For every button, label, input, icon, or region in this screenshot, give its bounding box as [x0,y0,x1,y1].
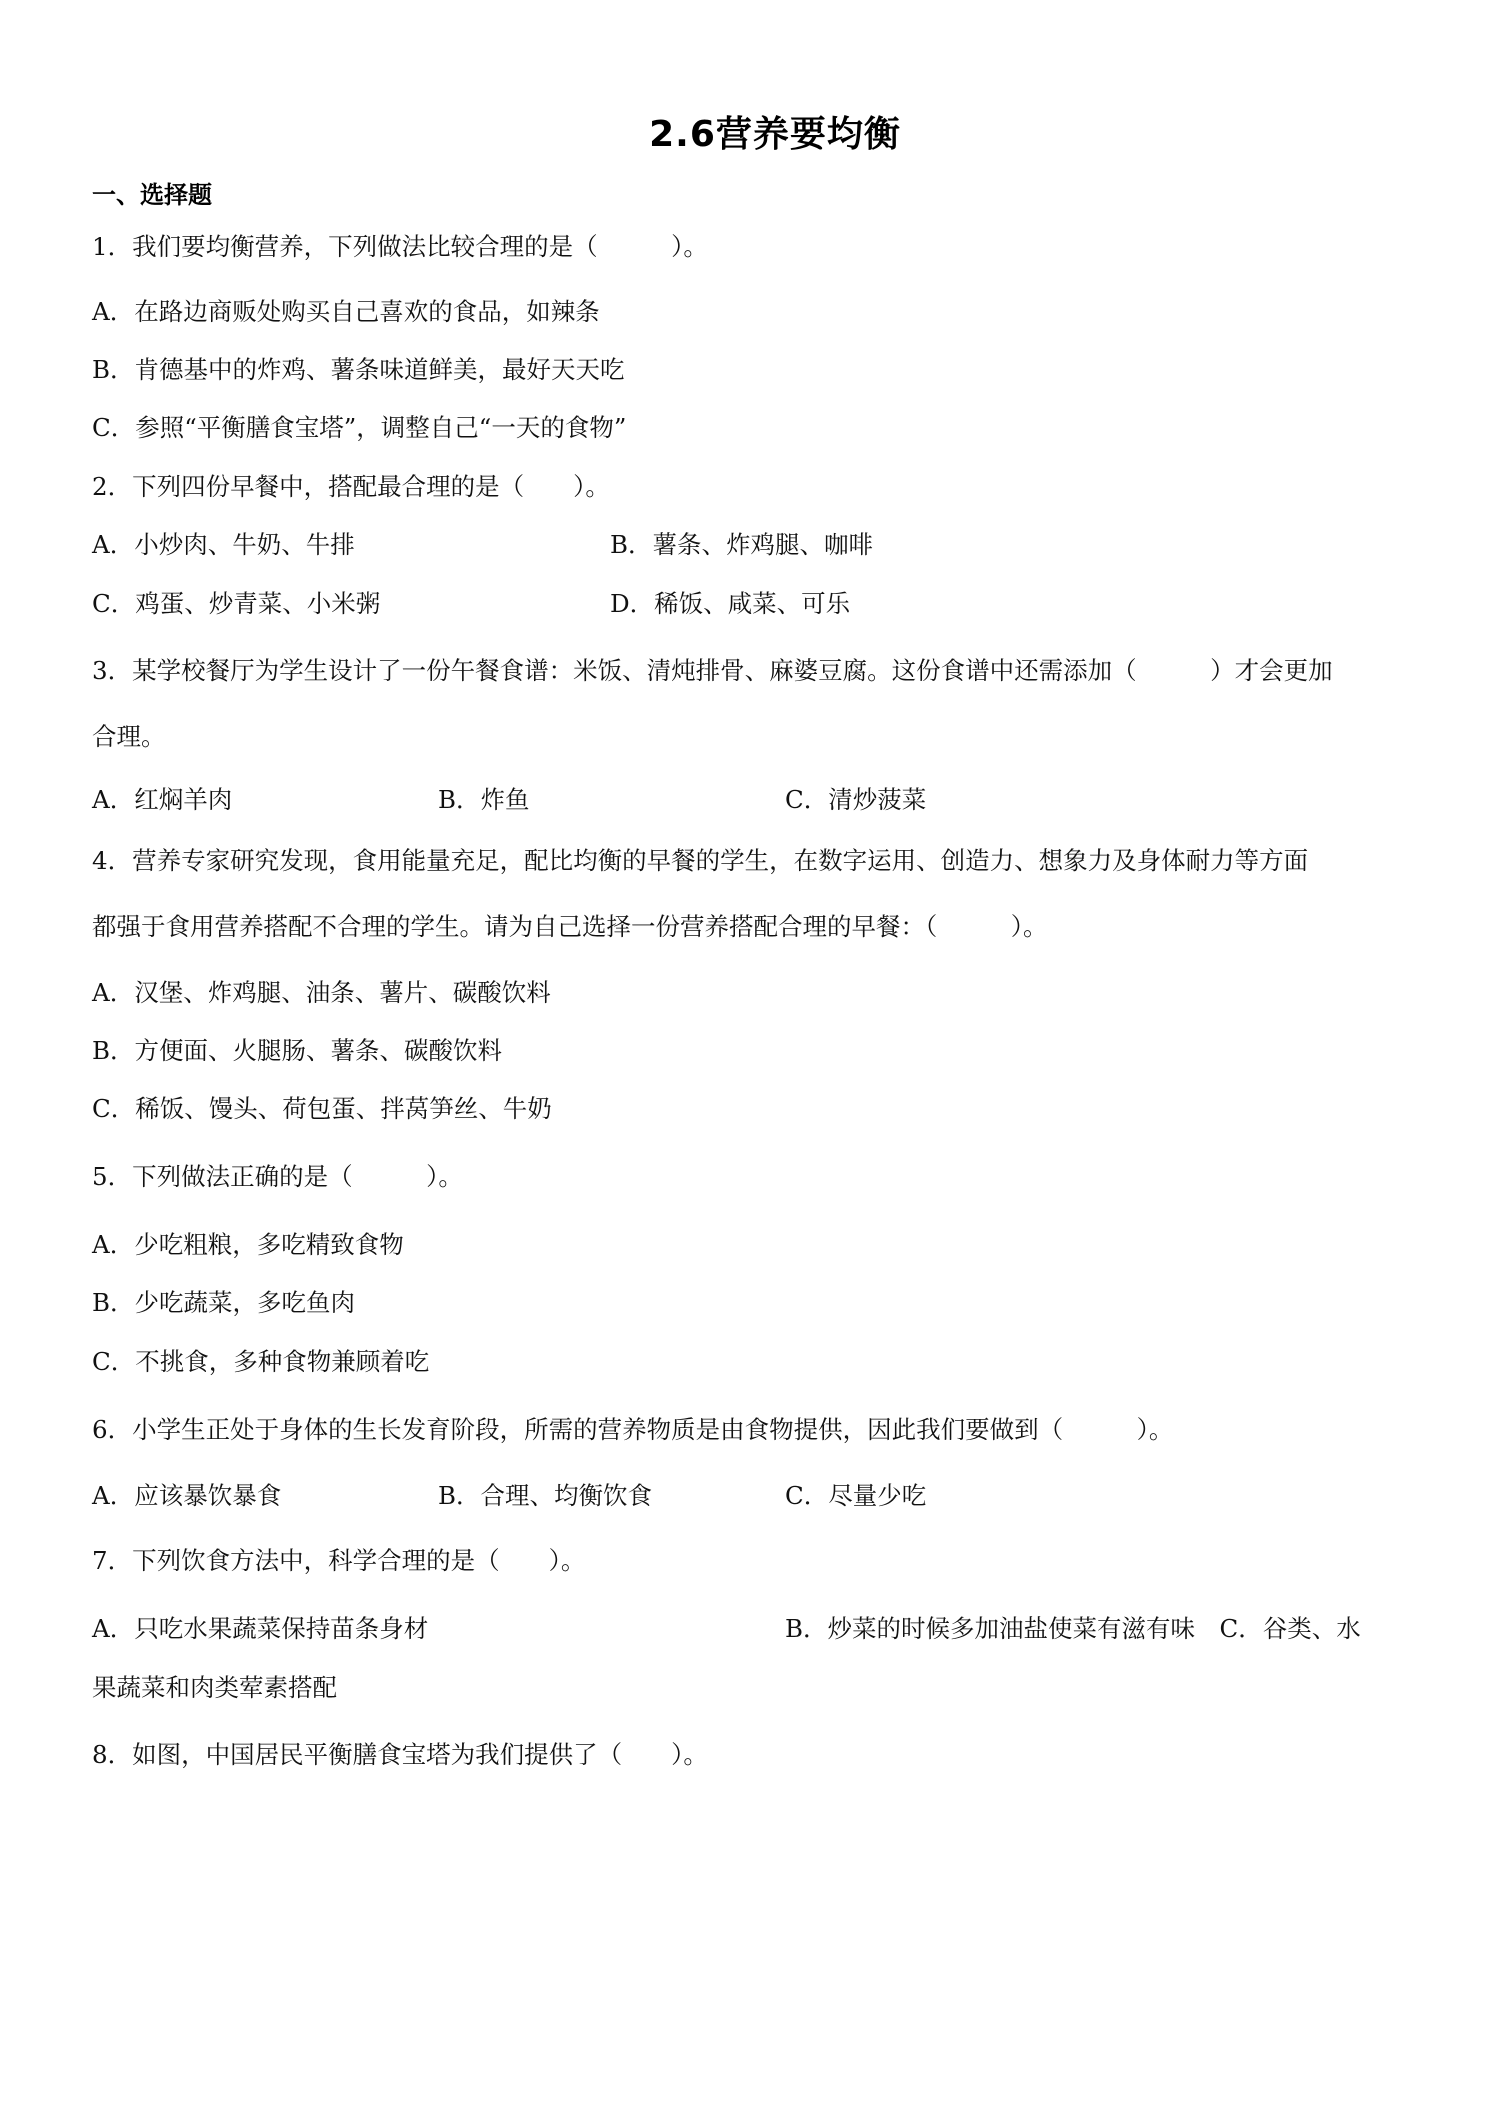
question-1-option-b[interactable]: B．肯德基中的炸鸡、薯条味道鲜美，最好天天吃 [92,355,625,384]
question-2-option-a[interactable]: A．小炒肉、牛奶、牛排 [92,530,355,559]
question-7-stem: 7．下列饮食方法中，科学合理的是（ ）。 [92,1546,586,1575]
question-3-option-b[interactable]: B．炸鱼 [438,785,530,814]
question-5-option-c[interactable]: C．不挑食，多种食物兼顾着吃 [92,1347,430,1376]
page-title: 2.6营养要均衡 [649,114,901,155]
question-7-option-c-continued[interactable]: 果蔬菜和肉类荤素搭配 [92,1673,337,1702]
question-1-option-c[interactable]: C．参照“平衡膳食宝塔”，调整自己“一天的食物” [92,413,627,442]
question-4-option-c[interactable]: C．稀饭、馒头、荷包蛋、拌莴笋丝、牛奶 [92,1094,552,1123]
question-3-stem-line2: 合理。 [92,722,166,751]
question-3-option-a[interactable]: A．红焖羊肉 [92,785,233,814]
question-4-option-b[interactable]: B．方便面、火腿肠、薯条、碳酸饮料 [92,1036,503,1065]
question-4-option-a[interactable]: A．汉堡、炸鸡腿、油条、薯片、碳酸饮料 [92,978,551,1007]
section-heading: 一、选择题 [92,181,212,209]
question-5-stem: 5．下列做法正确的是（ ）。 [92,1162,463,1191]
question-6-option-c[interactable]: C．尽量少吃 [785,1481,927,1510]
question-6-option-a[interactable]: A．应该暴饮暴食 [92,1481,282,1510]
question-2-stem: 2．下列四份早餐中，搭配最合理的是（ ）。 [92,472,610,501]
question-6-stem: 6．小学生正处于身体的生长发育阶段，所需的营养物质是由食物提供，因此我们要做到（ ）。 [92,1415,1174,1444]
question-7-option-a[interactable]: A．只吃水果蔬菜保持苗条身材 [92,1614,429,1643]
question-8-stem: 8．如图，中国居民平衡膳食宝塔为我们提供了（ ）。 [92,1740,708,1769]
question-5-option-a[interactable]: A．少吃粗粮，多吃精致食物 [92,1230,404,1259]
question-1-stem: 1．我们要均衡营养，下列做法比较合理的是（ ）。 [92,232,708,261]
question-1-option-a[interactable]: A．在路边商贩处购买自己喜欢的食品，如辣条 [92,297,600,326]
question-2-option-c[interactable]: C．鸡蛋、炒青菜、小米粥 [92,589,381,618]
question-6-option-b[interactable]: B．合理、均衡饮食 [438,1481,653,1510]
question-4-stem-line2: 都强于食用营养搭配不合理的学生。请为自己选择一份营养搭配合理的早餐：（ ）。 [92,912,1048,941]
question-4-stem-line1: 4．营养专家研究发现，食用能量充足，配比均衡的早餐的学生，在数字运用、创造力、想象力及身体耐力等方面 [92,846,1309,875]
question-2-option-b[interactable]: B．薯条、炸鸡腿、咖啡 [610,530,874,559]
question-7-option-b-and-c[interactable]: B．炒菜的时候多加油盐使菜有滋有味 C．谷类、水 [785,1614,1361,1643]
question-2-option-d[interactable]: D．稀饭、咸菜、可乐 [610,589,851,618]
question-3-option-c[interactable]: C．清炒菠菜 [785,785,927,814]
question-3-stem-line1: 3．某学校餐厅为学生设计了一份午餐食谱：米饭、清炖排骨、麻婆豆腐。这份食谱中还需添加（ ）才会更加 [92,656,1333,685]
question-5-option-b[interactable]: B．少吃蔬菜，多吃鱼肉 [92,1288,356,1317]
